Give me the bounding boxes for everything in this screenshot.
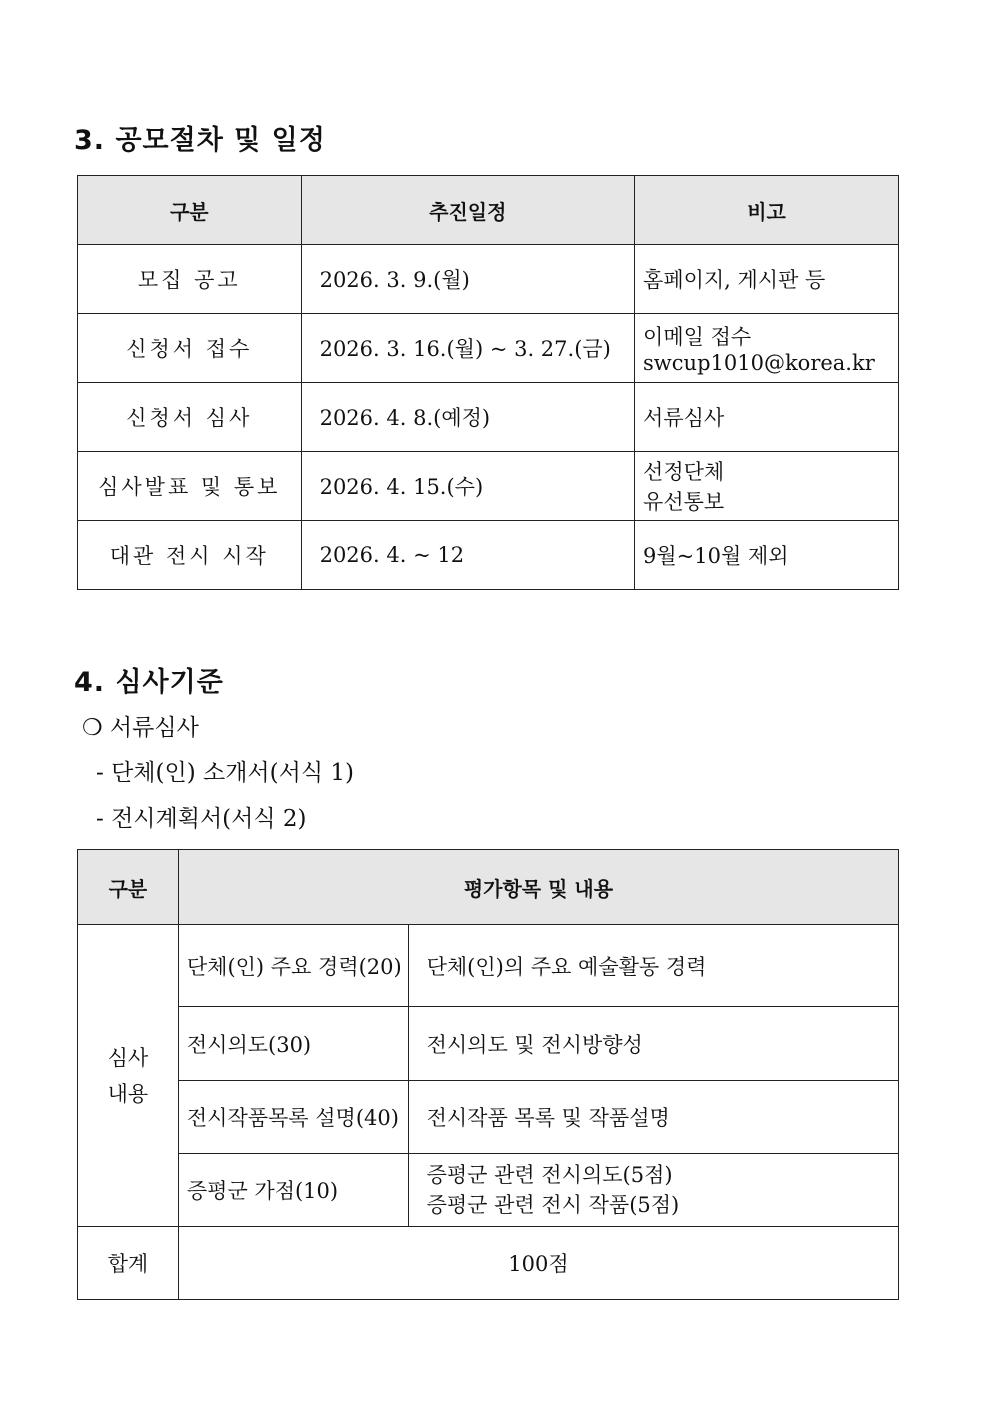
- total-row: [78, 1227, 899, 1300]
- schedule-table: [77, 175, 899, 590]
- row-note: [635, 245, 899, 314]
- table-row: [78, 1154, 899, 1227]
- list-item: - 단체(인) 소개서(서식 1): [96, 760, 354, 786]
- table-row: [78, 314, 899, 383]
- header-category: 구분: [78, 850, 179, 925]
- row-schedule: 2026. 3. 16.(월) ~ 3. 27.(금): [301, 314, 634, 383]
- row-note: [635, 383, 899, 452]
- criteria-content: [408, 1154, 898, 1227]
- criteria-item: 전시작품목록 설명(40): [178, 1081, 408, 1154]
- table-row: [78, 245, 899, 314]
- section-3-heading: 3. 공모절차 및 일정: [74, 125, 326, 156]
- row-schedule: 2026. 4. 8.(예정): [301, 383, 634, 452]
- table-row: [78, 452, 899, 521]
- content-line: 전시작품 목록 및 작품설명: [426, 1106, 670, 1130]
- criteria-item: 증평군 가점(10): [178, 1154, 408, 1227]
- content-line: 증평군 관련 전시 작품(5점): [426, 1193, 680, 1217]
- row-category: 신청서 접수: [78, 314, 302, 383]
- table-row: [78, 925, 899, 1007]
- row-category: 심사발표 및 통보: [78, 452, 302, 521]
- criteria-item: 전시의도(30): [178, 1007, 408, 1081]
- row-category: 대관 전시 시작: [78, 521, 302, 590]
- note-line: 서류심사: [643, 406, 725, 430]
- table-row: [78, 1081, 899, 1154]
- schedule-header-row: [78, 176, 899, 245]
- content-line: 전시의도 및 전시방향성: [426, 1032, 643, 1057]
- criteria-header-row: [78, 850, 899, 925]
- note-line: 이메일 접수: [643, 325, 752, 349]
- note-line: 홈페이지, 게시판 등: [643, 268, 826, 292]
- table-row: [78, 383, 899, 452]
- content-line: 증평군 관련 전시의도(5점): [426, 1163, 673, 1187]
- header-note: 비고: [635, 176, 899, 245]
- table-row: [78, 521, 899, 590]
- note-line: 유선통보: [643, 490, 725, 514]
- row-category: 신청서 심사: [78, 383, 302, 452]
- list-item: - 전시계획서(서식 2): [96, 806, 307, 832]
- criteria-content: [408, 1081, 898, 1154]
- row-note: [635, 452, 899, 521]
- note-line: 9월~10월 제외: [643, 544, 789, 568]
- criteria-content: [408, 925, 898, 1007]
- total-label: 합계: [78, 1227, 179, 1300]
- section-4-heading: 4. 심사기준: [74, 667, 224, 698]
- row-note: [635, 521, 899, 590]
- group-label-line: 심사: [107, 1045, 149, 1070]
- header-evaluation: 평가항목 및 내용: [178, 850, 898, 925]
- row-schedule: 2026. 4. ~ 12: [301, 521, 634, 590]
- criteria-content: [408, 1007, 898, 1081]
- header-category: 구분: [78, 176, 302, 245]
- header-schedule: 추진일정: [301, 176, 634, 245]
- note-email: swcup1010@korea.kr: [643, 351, 875, 375]
- row-note: [635, 314, 899, 383]
- row-schedule: 2026. 4. 15.(수): [301, 452, 634, 521]
- bullet-document-review: ❍ 서류심사: [82, 715, 199, 741]
- group-label-line: 내용: [107, 1081, 149, 1106]
- criteria-item: 단체(인) 주요 경력(20): [178, 925, 408, 1007]
- content-line: 단체(인)의 주요 예술활동 경력: [426, 954, 707, 979]
- table-row: [78, 1007, 899, 1081]
- total-value: 100점: [178, 1227, 898, 1300]
- row-category: 모집 공고: [78, 245, 302, 314]
- row-schedule: 2026. 3. 9.(월): [301, 245, 634, 314]
- group-label: [78, 925, 179, 1227]
- criteria-table: [77, 849, 899, 1300]
- note-line: 선정단체: [643, 460, 725, 484]
